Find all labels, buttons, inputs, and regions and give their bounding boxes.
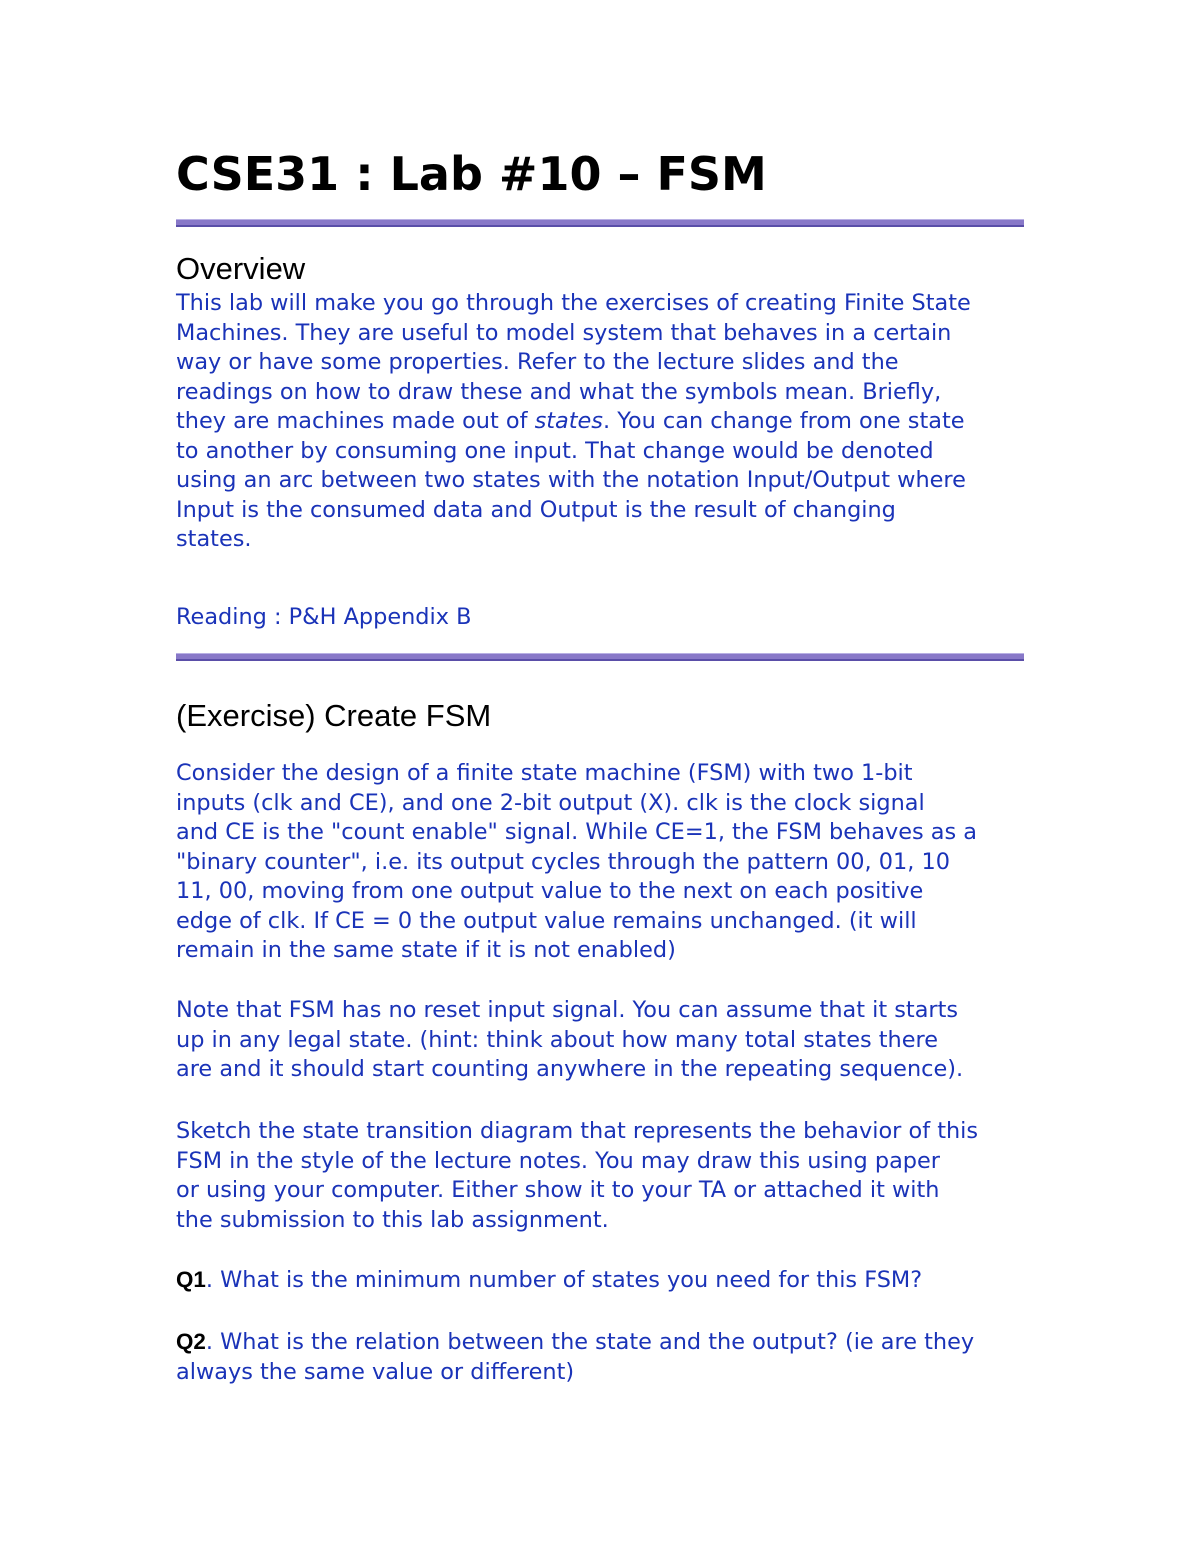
overview-text: . You can change from one state — [602, 408, 965, 434]
sketch-line: the submission to this lab assignment. — [176, 1206, 609, 1233]
exercise-description — [176, 759, 1036, 966]
overview-line: using an arc between two states with the notation Input/Output where — [176, 467, 966, 493]
exercise-line: 11, 00, moving from one output value to the next on each positive — [176, 878, 924, 904]
question-line: always the same value or different) — [176, 1358, 575, 1385]
sketch-line: or using your computer. Either show it to your TA or attached it with — [176, 1177, 940, 1203]
question-line — [176, 1265, 1036, 1296]
overview-text: they are machines made out of — [176, 408, 535, 434]
note-line: up in any legal state. (hint: think about how many total states there — [176, 1026, 938, 1053]
states-emphasis: states — [534, 408, 603, 434]
note-line: Note that FSM has no reset input signal. You can assume that it starts — [176, 997, 959, 1023]
page-title: CSE31 : Lab #10 – FSM — [176, 147, 767, 201]
question-label: Q2 — [176, 1329, 206, 1354]
question-text: . What is the relation between the state and the output? (ie are they — [205, 1329, 975, 1355]
overview-line: This lab will make you go through the exercises of creating Finite State — [176, 290, 971, 316]
overview-line: states. — [176, 526, 252, 552]
sketch-line: FSM in the style of the lecture notes. You may draw this using paper — [176, 1147, 941, 1174]
reset-note — [176, 996, 1036, 1085]
exercise-line: Consider the design of a finite state machine (FSM) with two 1-bit — [176, 760, 913, 786]
question-2 — [176, 1327, 1036, 1387]
question-1 — [176, 1265, 1036, 1296]
overview-paragraph — [176, 289, 1036, 555]
overview-line: Input is the consumed data and Output is the result of changing — [176, 496, 896, 523]
question-label: Q1 — [176, 1267, 206, 1292]
question-text: . What is the minimum number of states you need for this FSM? — [205, 1267, 923, 1293]
exercise-line: and CE is the "count enable" signal. While CE=1, the FSM behaves as a — [176, 819, 977, 845]
overview-line — [176, 407, 1036, 437]
exercise-line: edge of clk. If CE = 0 the output value remains unchanged. (it will — [176, 907, 917, 934]
exercise-line: inputs (clk and CE), and one 2-bit output (X). clk is the clock signal — [176, 789, 925, 816]
overview-heading: Overview — [176, 251, 306, 286]
overview-line: readings on how to draw these and what the symbols mean. Briefly, — [176, 378, 942, 405]
horizontal-rule — [176, 219, 1024, 227]
sketch-instructions — [176, 1117, 1036, 1235]
overview-line: to another by consuming one input. That change would be denoted — [176, 437, 934, 464]
overview-line: Machines. They are useful to model system that behaves in a certain — [176, 319, 952, 346]
question-line — [176, 1327, 1036, 1358]
exercise-heading: (Exercise) Create FSM — [176, 698, 492, 733]
note-line: are and it should start counting anywhere in the repeating sequence). — [176, 1056, 964, 1082]
overview-line: way or have some properties. Refer to the lecture slides and the — [176, 349, 899, 375]
exercise-line: remain in the same state if it is not enabled) — [176, 937, 676, 963]
exercise-line: "binary counter", i.e. its output cycles through the pattern 00, 01, 10 — [176, 848, 950, 875]
reading-reference: Reading : P&H Appendix B — [176, 604, 472, 630]
horizontal-rule — [176, 653, 1024, 661]
sketch-line: Sketch the state transition diagram that represents the behavior of this — [176, 1118, 979, 1144]
